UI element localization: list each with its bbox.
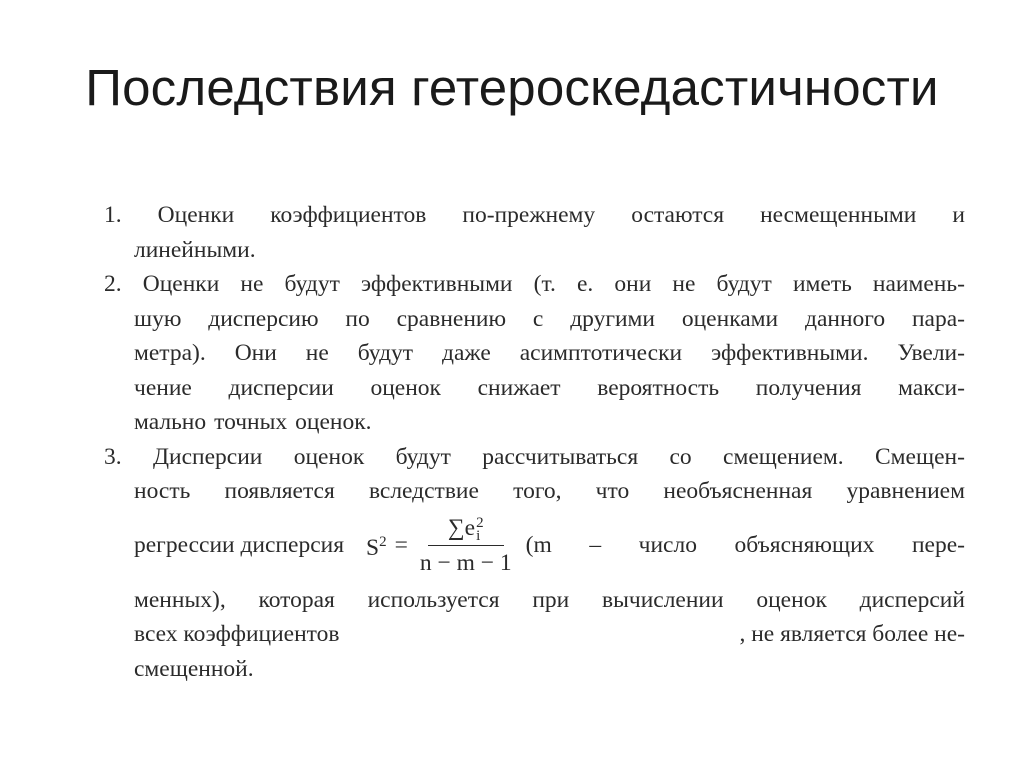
word: е. [576,271,594,297]
text-line [104,440,965,475]
word: шую [134,305,182,332]
gap-right-text: , не является более не- [739,621,965,647]
formula-fraction [420,513,512,578]
formula-line [104,509,965,583]
text-line [104,198,965,233]
word: уравнением [846,478,965,504]
formula-tail-text: (m – число объясняющих пере- [525,532,965,559]
word: снижает [477,374,561,401]
blank-gap [389,617,689,652]
text-line [104,233,965,268]
word: линейными. [134,236,256,263]
content-body [104,198,965,686]
gap-left-text: всех коэффициентов [134,621,340,647]
word: дисперсии [228,374,334,401]
word: асимптотически [519,340,683,366]
word: иметь [792,271,852,297]
word: будут [284,271,340,297]
word: вычислении [601,586,724,613]
word: смещением. [723,443,844,470]
word: эффективными. [711,340,869,366]
word: Они [234,340,277,366]
word: точных [214,409,288,435]
text-line [104,583,965,618]
word: Смещен- [875,443,965,470]
text-line [104,267,965,302]
word: по [345,305,370,332]
text-line [104,371,965,406]
word: (т. [533,271,556,297]
word: наимень- [872,271,965,297]
word: вероятность [597,374,720,401]
word: и [952,202,965,228]
word: коэффициентов [270,202,427,228]
word: которая [258,586,335,613]
text-line [104,405,965,440]
word: дисперсий [859,586,965,613]
word: даже [442,340,491,366]
word: со [669,443,692,470]
word: 1. [104,202,122,228]
word: Увели- [897,340,965,366]
formula-numerator: ∑e 2 i [428,513,504,546]
word: будут [357,340,414,366]
text-line [104,652,965,687]
word: не [305,340,329,366]
word: чение [134,374,192,401]
word: дисперсию [208,305,319,332]
word: остаются [631,202,725,228]
variance-formula [366,513,526,578]
word: оценок [370,374,441,401]
word: при [532,586,570,613]
word: оценок [293,443,365,470]
word: вследствие [368,478,479,504]
word: что [595,478,630,504]
text-line [104,617,965,652]
text-line [104,302,965,337]
word: эффективными [360,271,513,297]
word: Дисперсии [152,443,263,470]
word: не [672,271,696,297]
word: по-прежнему [462,202,596,228]
word: менных), [134,586,226,613]
word: не [240,271,264,297]
word: получения [755,374,862,401]
word: мально [134,409,207,435]
word: 2. [104,271,122,297]
word: сравнению [396,305,507,332]
word: метра). [134,340,206,366]
word: они [614,271,652,297]
word: будут [395,443,451,470]
word: рассчитываться [482,443,639,470]
word: того, [513,478,562,504]
formula-lead-text: регрессии дисперсия [134,532,345,559]
word: несмещенными [760,202,917,228]
word: оценками [681,305,779,332]
word: оценок. [295,409,372,435]
word: 3. [104,443,122,470]
word: Оценки [157,202,235,228]
formula-denominator: n − m − 1 [419,550,512,576]
word: появляется [224,478,335,504]
slide-title: Последствия гетероскедастичности [85,59,939,116]
word: необъясненная [663,478,813,504]
word: данного [805,305,886,332]
word: Оценки [142,271,220,297]
word: ность [134,478,191,504]
formula-equals: = [394,532,408,559]
word: пара- [911,305,965,332]
formula-lhs: $S^2$ [366,534,387,562]
word: с [532,305,544,332]
word: используется [367,586,500,613]
text-line [104,336,965,371]
text-line [104,474,965,509]
word: макси- [898,374,965,401]
word: будут [716,271,772,297]
word: оценок [756,586,827,613]
word: другими [570,305,655,332]
word: смещенной. [134,655,254,682]
